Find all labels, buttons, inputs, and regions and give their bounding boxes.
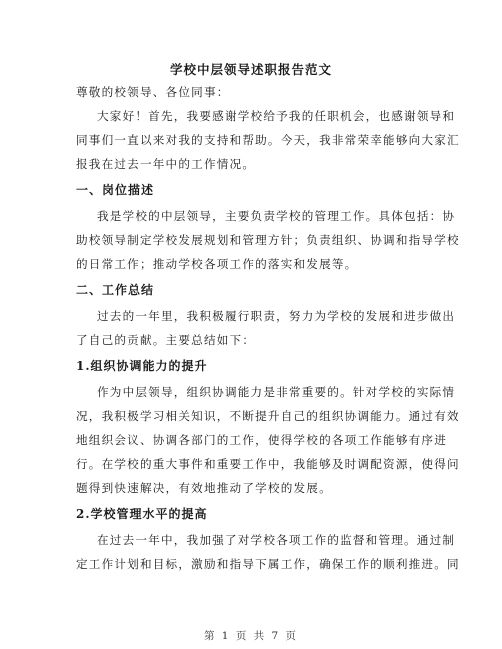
paragraph-line: 行。在学校的重大事件和重要工作中，我能够及时调配资源，使得问 (76, 457, 460, 471)
paragraph-line: 大家好！首先，我要感谢学校给予我的任职机会，也感谢领导和 (97, 109, 456, 123)
document-title: 学校中层领导述职报告范文 (169, 62, 332, 77)
paragraph-line: 的日常工作；推动学校各项工作的落实和发展等。 (76, 257, 358, 271)
paragraph-line: 过去的一年里，我积极履行职责，努力为学校的发展和进步做出 (97, 309, 456, 323)
paragraph-line: 同事们一直以来对我的支持和帮助。今天，我非常荣幸能够向大家汇 (76, 133, 460, 147)
paragraph-line: 我是学校的中层领导，主要负责学校的管理工作。具体包括：协 (97, 209, 456, 223)
paragraph-line: 了自己的贡献。主要总结如下： (76, 333, 256, 347)
subsection-heading: 2.学校管理水平的提高 (76, 507, 208, 521)
paragraph-line: 定工作计划和目标，激励和指导下属工作，确保工作的顺利推进。同 (76, 557, 460, 571)
subsection-heading: 1.组织协调能力的提升 (76, 359, 208, 373)
paragraph-line: 况，我积极学习相关知识，不断提升自己的组织协调能力。通过有效 (76, 409, 460, 423)
paragraph-line: 在过去一年中，我加强了对学校各项工作的监督和管理。通过制 (97, 533, 456, 547)
paragraph-line: 助校领导制定学校发展规划和管理方针；负责组织、协调和指导学校 (76, 233, 460, 247)
paragraph-line: 报我在过去一年中的工作情况。 (76, 157, 256, 171)
paragraph-line: 题得到快速解决，有效地推动了学校的发展。 (76, 481, 332, 495)
paragraph-line: 地组织会议、协调各部门的工作，使得学校的各项工作能够有序进 (76, 433, 448, 447)
page-number-footer: 第 1 页 共 7 页 (203, 630, 299, 642)
salutation: 尊敬的校领导、各位同事： (76, 85, 230, 99)
section-heading: 一、岗位描述 (76, 183, 155, 197)
paragraph-line: 作为中层领导，组织协调能力是非常重要的。针对学校的实际情 (97, 385, 456, 399)
section-heading: 二、工作总结 (76, 283, 155, 297)
